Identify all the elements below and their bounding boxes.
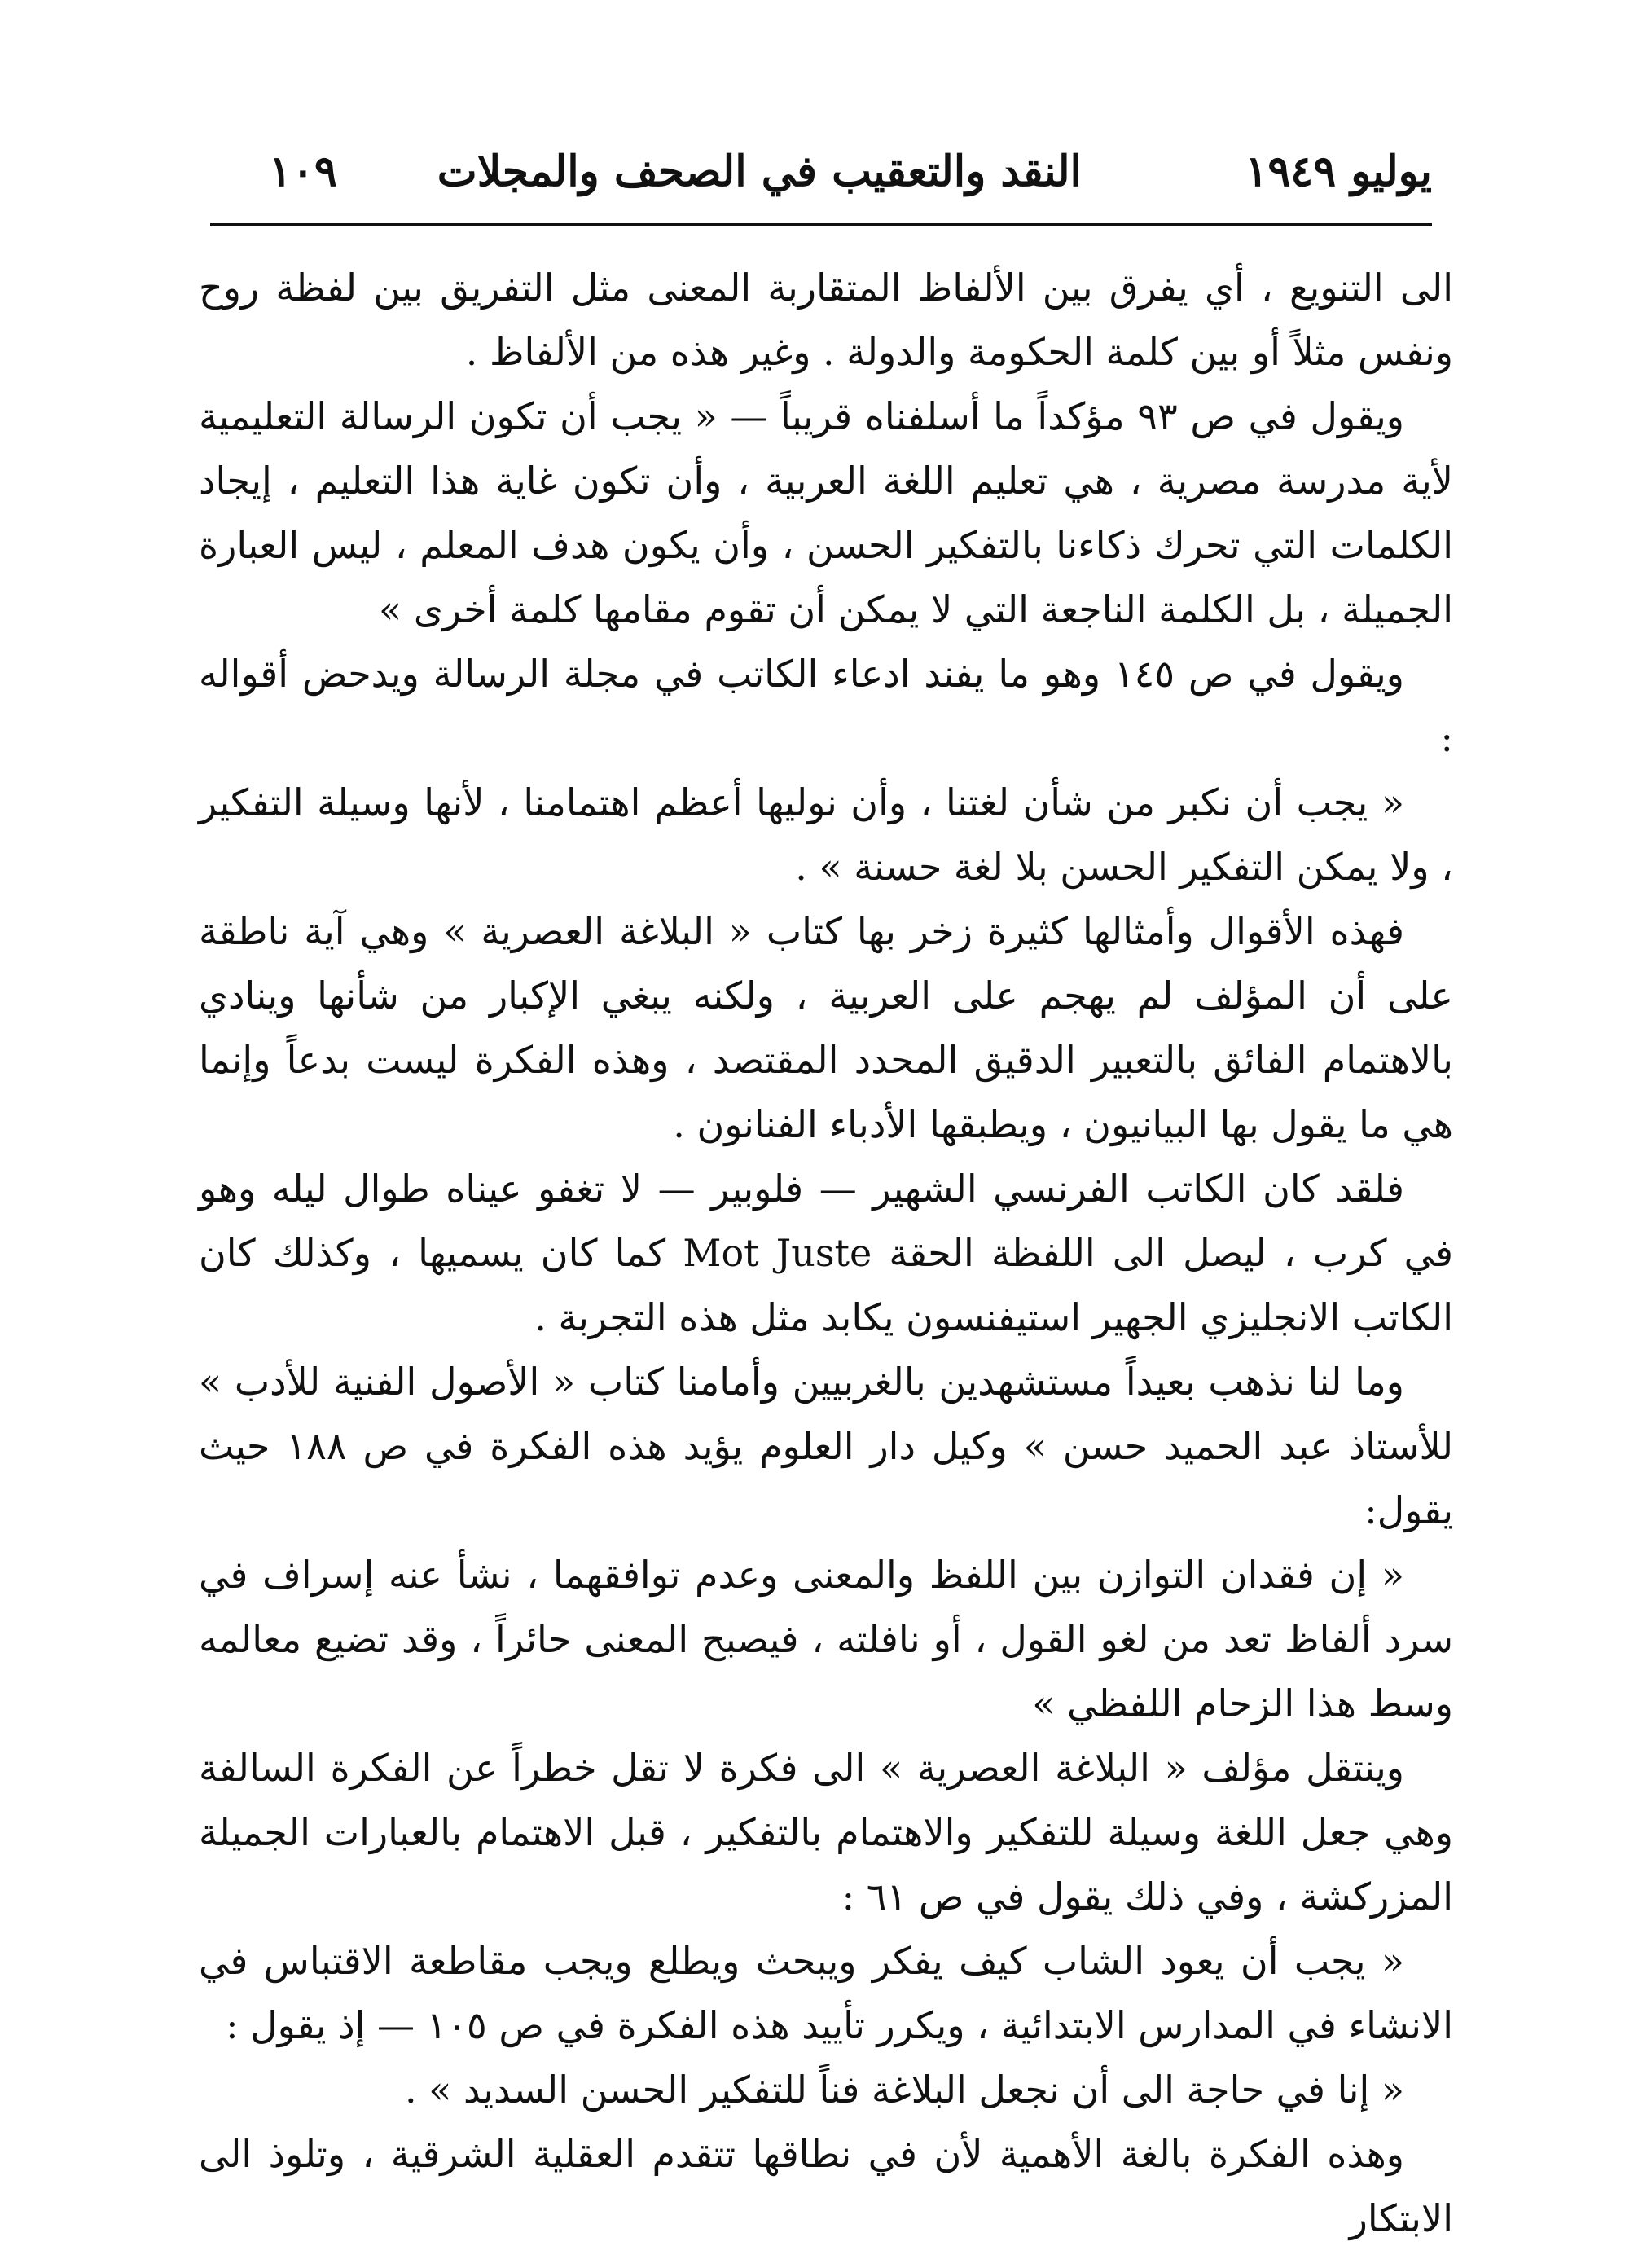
- paragraph: « إنا في حاجة الى أن نجعل البلاغة فناً للتفكير الحسن السديد » .: [405, 2068, 1404, 2112]
- paragraph: الى التنويع ، أي يفرق بين الألفاظ المتقاربة المعنى مثل التفريق بين لفظة روح ونفس مثلاً أو بين كلمة الحكومة والدولة . وغير هذه من الألفاظ .: [199, 266, 1453, 374]
- paragraph: « إن فقدان التوازن بين اللفظ والمعنى وعدم توافقهما ، نشأ عنه إسراف في سرد ألفاظ تعد من لغو القول ، أو نافلته ، فيصبح المعنى حائراً ، وقد تضيع معالمه وسط هذا الزحام اللفظي »: [199, 1553, 1453, 1725]
- running-header: [210, 140, 1432, 213]
- paragraph: فهذه الأقوال وأمثالها كثيرة زخر بها كتاب « البلاغة العصرية » وهي آية ناطقة على أن المؤلف لم يهجم على العربية ، ولكنه يبغي الإكبار من شأنها وينادي بالاهتمام الفائق بالتعبير الدقيق المحدد المقتصد ، وهذه الفكرة ليست بدعاً وإنما هي ما يقول بها البيانيون ، ويطبقها الأدباء الفنانون .: [199, 909, 1453, 1146]
- paragraph: ويقول في ص ١٤٥ وهو ما يفند ادعاء الكاتب في مجلة الرسالة ويدحض أقواله :: [199, 652, 1453, 760]
- paragraph: « يجب أن نكبر من شأن لغتنا ، وأن نوليها أعظم اهتمامنا ، لأنها وسيلة التفكير ، ولا يمكن التفكير الحسن بلا لغة حسنة » .: [199, 780, 1453, 889]
- article-body: [199, 256, 1453, 2251]
- paragraph: « يجب أن يعود الشاب كيف يفكر ويبحث ويطلع ويجب مقاطعة الاقتباس في الانشاء في المدارس الابتدائية ، ويكرر تأييد هذه الفكرة في ص ١٠٥ — إذ يقول :: [199, 1939, 1453, 2047]
- paragraph: فلقد كان الكاتب الفرنسي الشهير — فلوبير — لا تغفو عيناه طوال ليله وهو في كرب ، ليصل الى اللفظة الحقة Mot Juste كما كان يسميها ، وكذلك كان الكاتب الانجليزي الجهير استيفنسون يكابد مثل هذه التجربة .: [199, 1167, 1453, 1339]
- header-rule: [210, 223, 1432, 226]
- header-title: النقد والتعقيب في الصحف والمجلات: [437, 147, 1082, 196]
- paragraph: وهذه الفكرة بالغة الأهمية لأن في نطاقها تتقدم العقلية الشرقية ، وتلوذ الى الابتكار: [199, 2132, 1453, 2240]
- header-date: يوليو ١٩٤٩: [1245, 147, 1432, 196]
- paragraph: ويقول في ص ٩٣ مؤكداً ما أسلفناه قريباً — « يجب أن تكون الرسالة التعليمية لأية مدرسة مصرية ، هي تعليم اللغة العربية ، وأن تكون غاية هذا التعليم ، إيجاد الكلمات التي تحرك ذكاءنا بالتفكير الحسن ، وأن يكون هدف المعلم ، ليس العبارة الجميلة ، بل الكلمة الناجعة التي لا يمكن أن تقوم مقامها كلمة أخرى »: [199, 394, 1453, 631]
- page-number: ١٠٩: [269, 147, 337, 196]
- paragraph: وينتقل مؤلف « البلاغة العصرية » الى فكرة لا تقل خطراً عن الفكرة السالفة وهي جعل اللغة وسيلة للتفكير والاهتمام بالتفكير ، قبل الاهتمام بالعبارات الجميلة المزركشة ، وفي ذلك يقول في ص ٦١ :: [199, 1746, 1453, 1919]
- paragraph: وما لنا نذهب بعيداً مستشهدين بالغربيين وأمامنا كتاب « الأصول الفنية للأدب » للأستاذ عبد الحميد حسن » وكيل دار العلوم يؤيد هذه الفكرة في ص ١٨٨ حيث يقول:: [199, 1360, 1453, 1532]
